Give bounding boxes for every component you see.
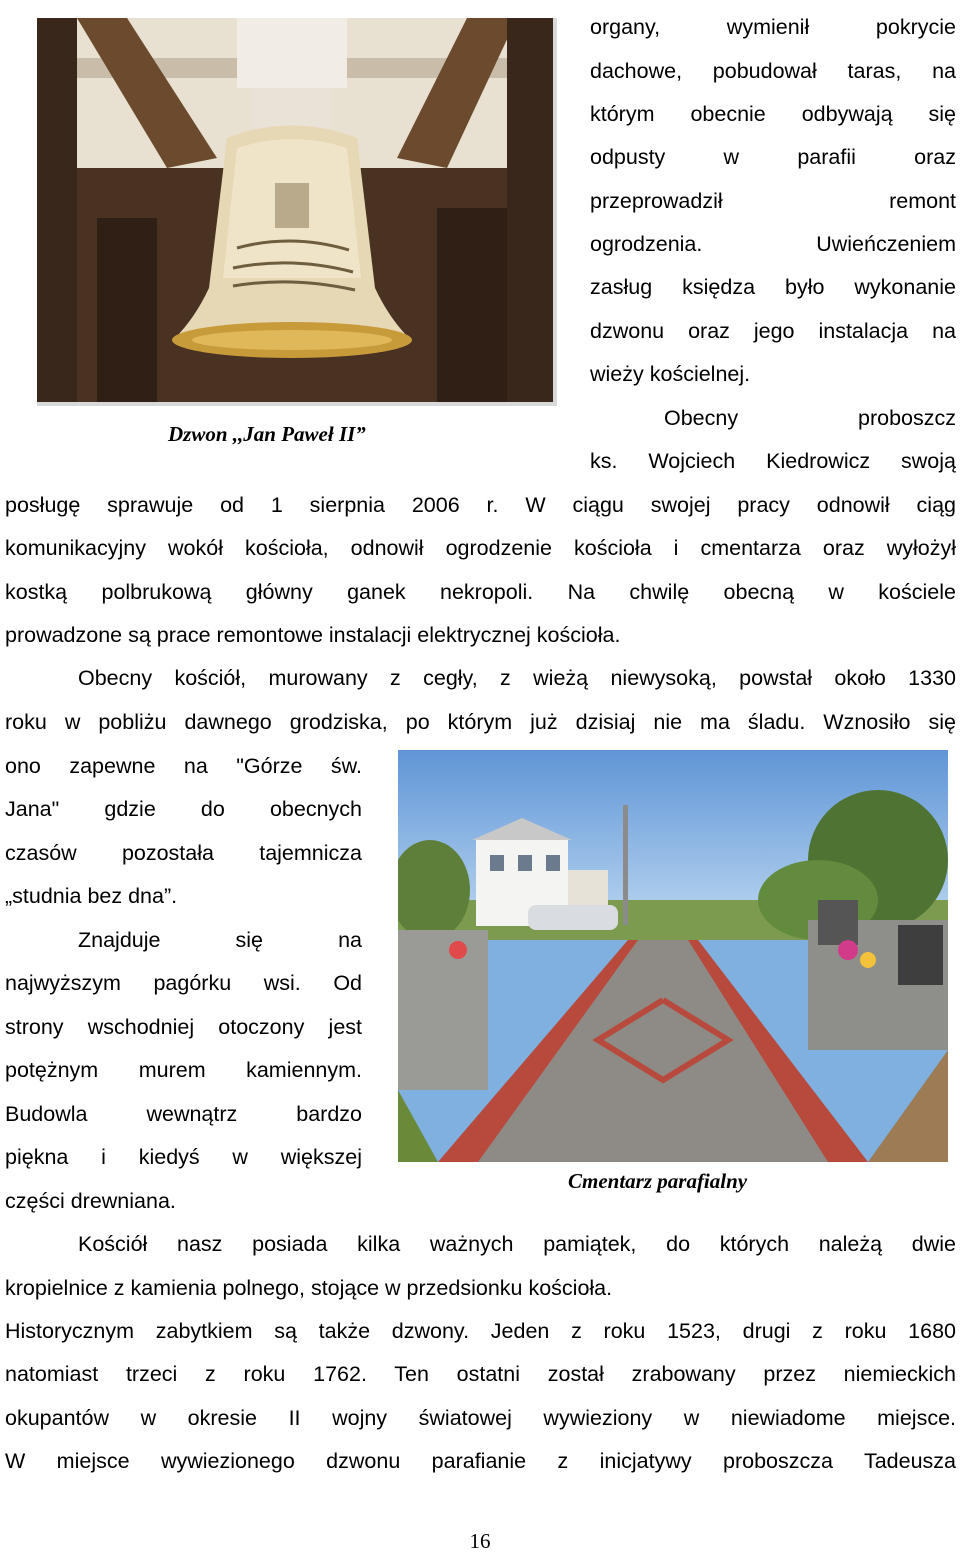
text-line: natomiast trzeci z roku 1762. Ten ostatni został zrabowany przez niemieckich: [5, 1362, 956, 1386]
text-line: najwyższym pagórku wsi. Od: [5, 971, 362, 995]
text-line: dzwonu oraz jego instalacja na: [590, 319, 956, 343]
cemetery-photo: [398, 750, 948, 1162]
bell-photo-caption: Dzwon ,,Jan Paweł II”: [168, 422, 366, 446]
text-line: prowadzone są prace remontowe instalacji elektrycznej kościoła.: [5, 623, 621, 647]
text-line: wieży kościelnej.: [590, 362, 751, 386]
text-line: Kościół nasz posiada kilka ważnych pamiątek, do których należą dwie: [78, 1232, 956, 1256]
text-line: zasług księdza było wykonanie: [590, 275, 956, 299]
text-line: ogrodzenia. Uwieńczeniem: [590, 232, 956, 256]
cemetery-photo-caption: Cmentarz parafialny: [568, 1169, 748, 1193]
text-line: roku w pobliżu dawnego grodziska, po którym już dzisiaj nie ma śladu. Wznosiło się: [5, 710, 956, 734]
text-line: ks. Wojciech Kiedrowicz swoją: [590, 449, 956, 473]
text-line: organy, wymienił pokrycie: [590, 15, 956, 39]
text-line: Obecny proboszcz: [664, 406, 956, 430]
text-line: komunikacyjny wokół kościoła, odnowił ogrodzenie kościoła i cmentarza oraz wyłożył: [5, 536, 956, 560]
text-line: którym obecnie odbywają się: [590, 102, 956, 126]
text-line: dachowe, pobudował taras, na: [590, 59, 956, 83]
text-line: W miejsce wywiezionego dzwonu parafianie z inicjatywy proboszcza Tadeusza: [5, 1449, 956, 1473]
cemetery-image: [398, 750, 948, 1162]
text-line: czasów pozostała tajemnicza: [5, 841, 362, 865]
text-line: kostką polbrukową główny ganek nekropoli. Na chwilę obecną w kościele: [5, 580, 956, 604]
text-line: „studnia bez dna”.: [5, 884, 178, 908]
text-line: potężnym murem kamiennym.: [5, 1058, 362, 1082]
text-line: Znajduje się na: [78, 928, 362, 952]
text-line: Jana" gdzie do obecnych: [5, 797, 362, 821]
text-line: Obecny kościół, murowany z cegły, z wieżą niewysoką, powstał około 1330: [78, 666, 956, 690]
text-line: Historycznym zabytkiem są także dzwony. Jeden z roku 1523, drugi z roku 1680: [5, 1319, 956, 1343]
text-line: posługę sprawuje od 1 sierpnia 2006 r. W ciągu swojej pracy odnowił ciąg: [5, 493, 956, 517]
text-line: odpusty w parafii oraz: [590, 145, 956, 169]
bell-image: [37, 18, 553, 402]
text-line: kropielnice z kamienia polnego, stojące w przedsionku kościoła.: [5, 1276, 613, 1300]
text-line: ono zapewne na "Górze św.: [5, 754, 362, 778]
bell-photo: [37, 18, 557, 406]
page-number: 16: [469, 1529, 491, 1553]
text-line: Budowla wewnątrz bardzo: [5, 1102, 362, 1126]
text-line: piękna i kiedyś w większej: [5, 1145, 362, 1169]
text-line: strony wschodniej otoczony jest: [5, 1015, 362, 1039]
text-line: przeprowadził remont: [590, 189, 956, 213]
text-line: okupantów w okresie II wojny światowej wywieziony w niewiadome miejsce.: [5, 1406, 956, 1430]
text-line: części drewniana.: [5, 1189, 176, 1213]
